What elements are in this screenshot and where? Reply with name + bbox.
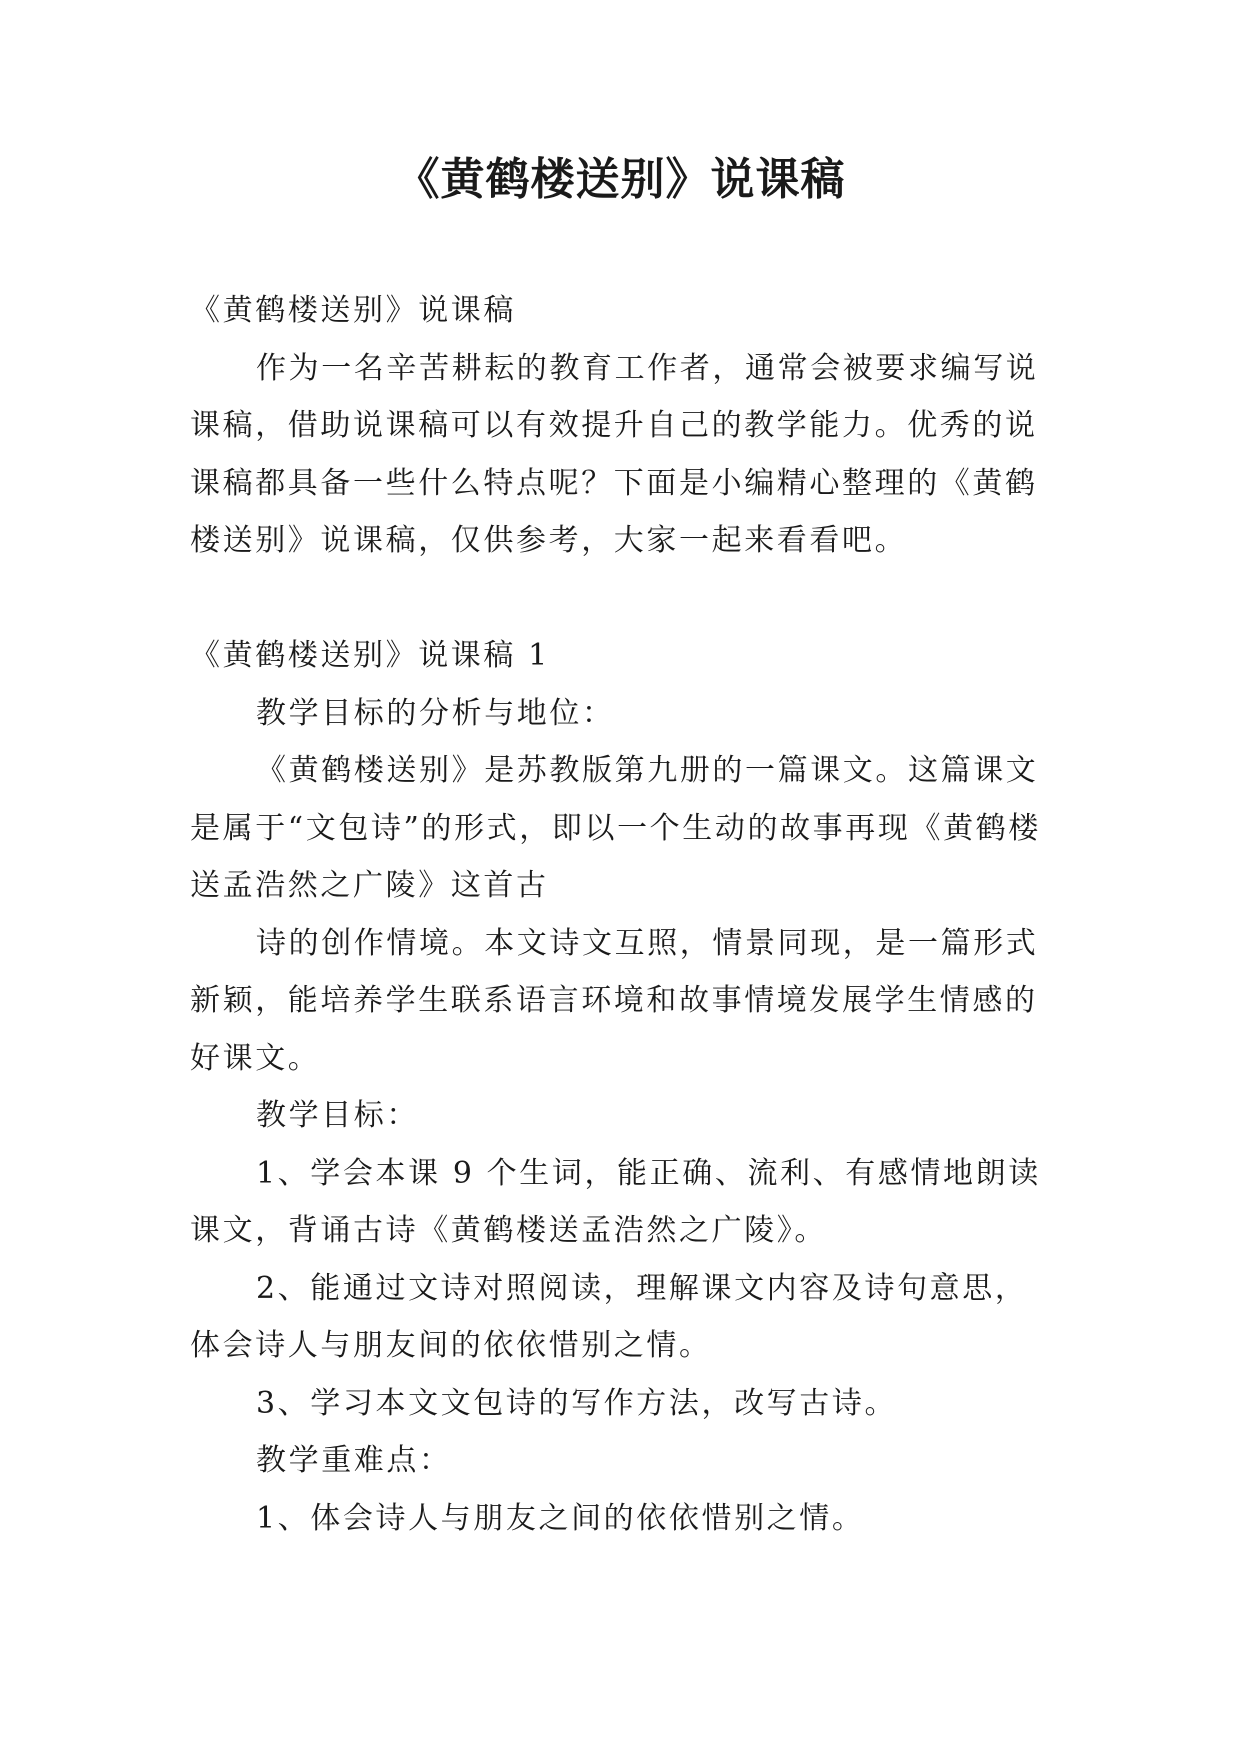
list-item: 2、能通过文诗对照阅读，理解课文内容及诗句意思，体会诗人与朋友间的依依惜别之情。 xyxy=(190,1270,1028,1363)
body-paragraph: 《黄鹤楼送别》是苏教版第九册的一篇课文。这篇课文是属于“文包诗”的形式，即以一个生动的故事再现《黄鹤楼送孟浩然之广陵》这首古 xyxy=(190,753,1041,903)
list-item: 3、学习本文文包诗的写作方法，改写古诗。 xyxy=(256,1385,898,1421)
document-body xyxy=(190,282,1054,1547)
body-paragraph: 教学目标的分析与地位： xyxy=(256,695,615,731)
paragraph-spacer xyxy=(190,570,1054,628)
list-item: 1、学会本课 9 个生词，能正确、流利、有感情地朗读课文，背诵古诗《黄鹤楼送孟浩然之广陵》。 xyxy=(190,1155,1041,1248)
subtitle-paragraph: 《黄鹤楼送别》说课稿 xyxy=(190,293,516,328)
intro-paragraph: 作为一名辛苦耕耘的教育工作者，通常会被要求编写说课稿，借助说课稿可以有效提升自己的教学能力。优秀的说课稿都具备一些什么特点呢？下面是小编精心整理的《黄鹤楼送别》说课稿，仅供参考，大家一起来看看吧。 xyxy=(190,350,1039,558)
body-paragraph: 教学重难点： xyxy=(256,1443,452,1478)
body-paragraph: 诗的创作情境。本文诗文互照，情景同现，是一篇形式新颖，能培养学生联系语言环境和故事情境发展学生情感的好课文。 xyxy=(190,925,1039,1076)
body-paragraph: 教学目标： xyxy=(256,1098,419,1133)
list-item: 1、体会诗人与朋友之间的依依惜别之情。 xyxy=(256,1500,865,1536)
document-title: 《黄鹤楼送别》说课稿 xyxy=(395,154,846,205)
section-heading: 《黄鹤楼送别》说课稿 1 xyxy=(190,638,550,673)
